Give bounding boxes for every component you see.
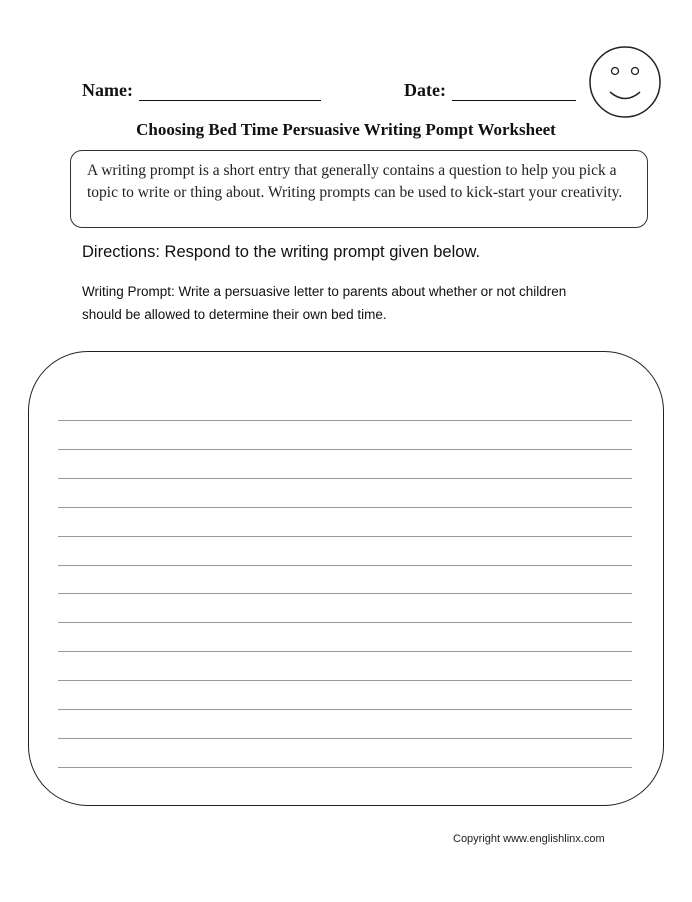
name-label: Name: (82, 80, 133, 100)
intro-box (70, 150, 648, 228)
writing-line (58, 507, 632, 508)
writing-line (58, 767, 632, 768)
smiley-face-icon (588, 45, 662, 119)
date-field (404, 80, 576, 101)
name-field (82, 80, 321, 101)
date-blank[interactable] (452, 82, 576, 101)
writing-line (58, 738, 632, 739)
date-label: Date: (404, 80, 446, 100)
writing-line (58, 449, 632, 450)
name-blank[interactable] (139, 82, 321, 101)
worksheet-title: Choosing Bed Time Persuasive Writing Pompt Worksheet (136, 120, 556, 139)
directions-text: Directions: Respond to the writing prompt given below. (82, 243, 481, 261)
writing-line (58, 622, 632, 623)
writing-line (58, 478, 632, 479)
writing-line (58, 709, 632, 710)
writing-line (58, 680, 632, 681)
writing-line (58, 420, 632, 421)
writing-line (58, 593, 632, 594)
copyright-text: Copyright www.englishlinx.com (453, 833, 605, 845)
writing-prompt-text: Writing Prompt: Write a persuasive letter to parents about whether or not children should be allowed to determine their own bed time. (82, 284, 567, 322)
writing-line (58, 565, 632, 566)
writing-line (58, 536, 632, 537)
intro-text: A writing prompt is a short entry that generally contains a question to help you pick a topic to write or thing about. Writing prompts can be used to kick-start your creativity. (87, 162, 623, 201)
writing-line (58, 651, 632, 652)
